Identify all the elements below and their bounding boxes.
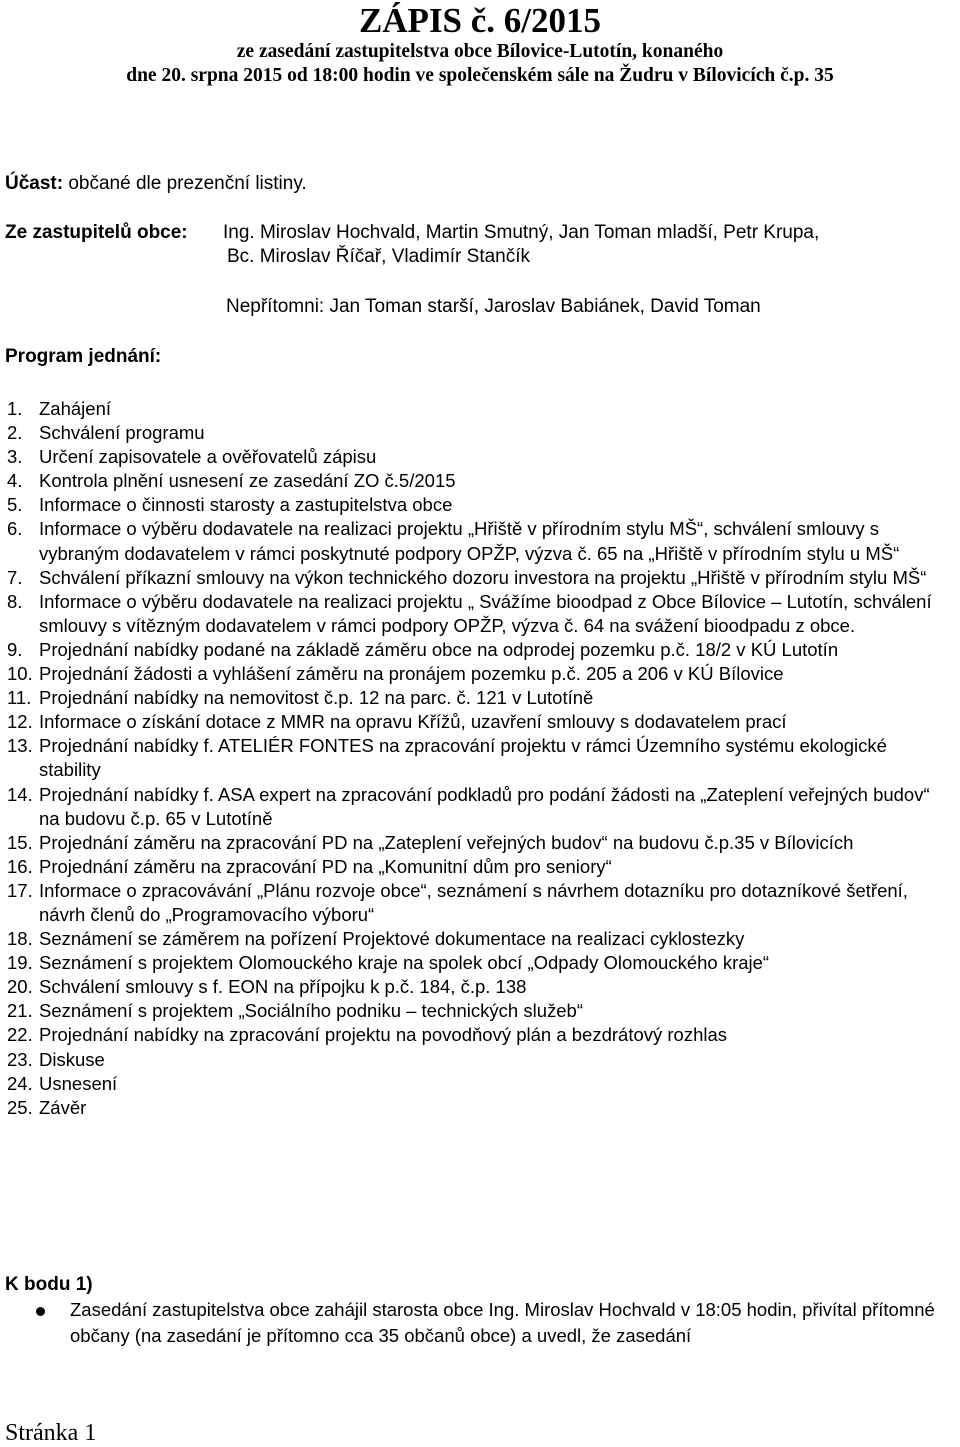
agenda-item-text: Zahájení [39,398,111,419]
agenda-item-text: Projednání nabídky na nemovitost č.p. 12 na parc. č. 121 v Lutotíně [39,687,594,709]
agenda-item-text: Projednání záměru na zpracování PD na „Zateplení veřejných budov“ na budovu č.p.35 v Bílovicích [39,831,854,853]
agenda-list [7,397,947,1120]
members-absent: Nepřítomni: Jan Toman starší, Jaroslav Babiánek, David Toman [226,296,761,317]
agenda-item [7,710,947,734]
agenda-item-text: Informace o výběru dodavatele na realizaci projektu „ Svážíme bioodpad z Obce Bílovice – Lutotín, schválení smlouvy s vítězným dodavatelem v rámci podpory OPŽP, výzva č. 64 na svážení bioodpadu z obce. [39,590,932,636]
agenda-item [7,831,947,855]
agenda-item [7,1023,947,1047]
agenda-item-text: Projednání nabídky podané na základě záměru obce na odprodej pozemku p.č. 18/2 v KÚ Lutotín [39,638,839,660]
agenda-item-number: 10. [7,663,33,685]
agenda-item [7,734,947,782]
agenda-item-number: 14. [7,783,33,805]
agenda-item [7,469,947,493]
agenda-item-text: Kontrola plnění usnesení ze zasedání ZO č.5/2015 [39,470,456,492]
agenda-item-number: 4. [7,470,23,492]
members-present-line2: Bc. Miroslav Říčař, Vladimír Stančík [227,246,531,267]
agenda-item-number: 16. [7,855,33,877]
agenda-item [7,662,947,686]
agenda-item [7,493,947,517]
agenda-item-number: 3. [7,446,23,468]
agenda-item-number: 17. [7,879,33,901]
document-title: ZÁPIS č. 6/2015 [358,1,602,40]
agenda-item-text: Projednání záměru na zpracování PD na „Komunitní dům pro seniory“ [39,855,612,877]
agenda-item-text: Závěr [39,1096,87,1118]
agenda-item [7,421,947,445]
agenda-item-number: 20. [7,976,33,998]
agenda-item [7,927,947,951]
agenda-item-text: Schválení smlouvy s f. EON na přípojku k p.č. 184, č.p. 138 [39,976,527,998]
point1-text: Zasedání zastupitelstva obce zahájil starosta obce Ing. Miroslav Hochvald v 18:05 hodin, přivítal přítomné občany (na zasedání je přítomno cca 35 občanů obce) a uvedl, že zasedání [70,1299,935,1346]
attendance [5,172,307,196]
agenda-item [7,517,947,565]
agenda-item [7,783,947,831]
agenda-item-number: 12. [7,711,33,733]
agenda-item [7,1072,947,1096]
agenda-item-number: 25. [7,1096,33,1118]
agenda-item-number: 9. [7,638,23,660]
agenda-item [7,638,947,662]
attendance-label: Účast: [5,173,64,194]
attendance-text: občané dle prezenční listiny. [68,173,307,194]
agenda-item-text: Seznámení se záměrem na pořízení Projektové dokumentace na realizaci cyklostezky [39,928,745,950]
agenda-item [7,397,947,421]
agenda-item-number: 24. [7,1072,33,1094]
agenda-item-number: 22. [7,1024,33,1046]
members-present-line1: Ing. Miroslav Hochvald, Martin Smutný, Jan Toman mladší, Petr Krupa, [223,222,820,243]
agenda-item-number: 23. [7,1048,33,1070]
agenda-item [7,879,947,927]
agenda-item [7,566,947,590]
agenda-item-number: 11. [7,687,32,709]
agenda-item [7,999,947,1023]
agenda-item-number: 21. [7,1000,33,1022]
agenda-item-number: 19. [7,952,33,974]
page-footer: Stránka 1 [5,1420,97,1446]
bullet-icon [36,1307,45,1316]
members-label: Ze zastupitelů obce: [5,222,188,243]
agenda-item [7,975,947,999]
agenda-item-number: 1. [7,398,23,419]
agenda-item-text: Informace o výběru dodavatele na realizaci projektu „Hřiště v přírodním stylu MŠ“, schválení smlouvy s vybraným dodavatelem v rámci poskytnuté podpory OPŽP, výzva č. 65 na „Hřiště v přírodním stylu u MŠ“ [39,518,900,564]
agenda-item-text: Diskuse [39,1048,105,1070]
program-label: Program jednání: [5,346,162,367]
agenda-item-text: Schválení programu [39,422,205,444]
agenda-item-number: 8. [7,590,23,612]
agenda-item [7,1048,947,1072]
agenda-item-number: 18. [7,928,33,950]
agenda-item-text: Seznámení s projektem Olomouckého kraje na spolek obcí „Odpady Olomouckého kraje“ [39,952,770,974]
meeting-subtitle-line1: ze zasedání zastupitelstva obce Bílovice-Lutotín, konaného [236,41,724,62]
agenda-item-text: Projednání nabídky f. ATELIÉR FONTES na zpracování projektu v rámci Územního systému ekologické stability [39,735,887,781]
agenda-item [7,855,947,879]
agenda-item-text: Určení zapisovatele a ověřovatelů zápisu [39,446,377,468]
agenda-item-text: Informace o zpracovávání „Plánu rozvoje obce“, seznámení s návrhem dotazníku pro dotazníkové šetření, návrh členů do „Programovacího výboru“ [39,879,908,925]
agenda-item [7,1096,947,1120]
point1-label: K bodu 1) [5,1274,93,1295]
agenda-item [7,686,947,710]
agenda-item-number: 7. [7,566,23,588]
agenda-item-text: Informace o získání dotace z MMR na opravu Křížů, uzavření smlouvy s dodavatelem prací [39,711,787,733]
agenda-item-number: 5. [7,494,23,516]
agenda-item-text: Seznámení s projektem „Sociálního podniku – technických služeb“ [39,1000,583,1022]
agenda-item-text: Usnesení [39,1072,118,1094]
agenda-item [7,590,947,638]
agenda-item-text: Projednání žádosti a vyhlášení záměru na pronájem pozemku p.č. 205 a 206 v KÚ Bílovice [39,663,784,685]
agenda-item-text: Schválení příkazní smlouvy na výkon technického dozoru investora na projektu „Hřiště v přírodním stylu MŠ“ [39,566,927,588]
agenda-item-text: Projednání nabídky na zpracování projektu na povodňový plán a bezdrátový rozhlas [39,1024,728,1046]
agenda-item [7,951,947,975]
agenda-item [7,445,947,469]
agenda-item-text: Projednání nabídky f. ASA expert na zpracování podkladů pro podání žádosti na „Zateplení veřejných budov“ na budovu č.p. 65 v Lutotíně [39,783,930,829]
agenda-item-number: 6. [7,518,23,540]
agenda-item-number: 13. [7,735,33,757]
agenda-item-number: 15. [7,831,33,853]
point1-bullet [36,1297,960,1349]
meeting-subtitle-line2: dne 20. srpna 2015 od 18:00 hodin ve společenském sále na Žudru v Bílovicích č.p. 35 [126,65,834,86]
agenda-item-number: 2. [7,422,23,444]
agenda-item-text: Informace o činnosti starosty a zastupitelstva obce [39,494,453,516]
